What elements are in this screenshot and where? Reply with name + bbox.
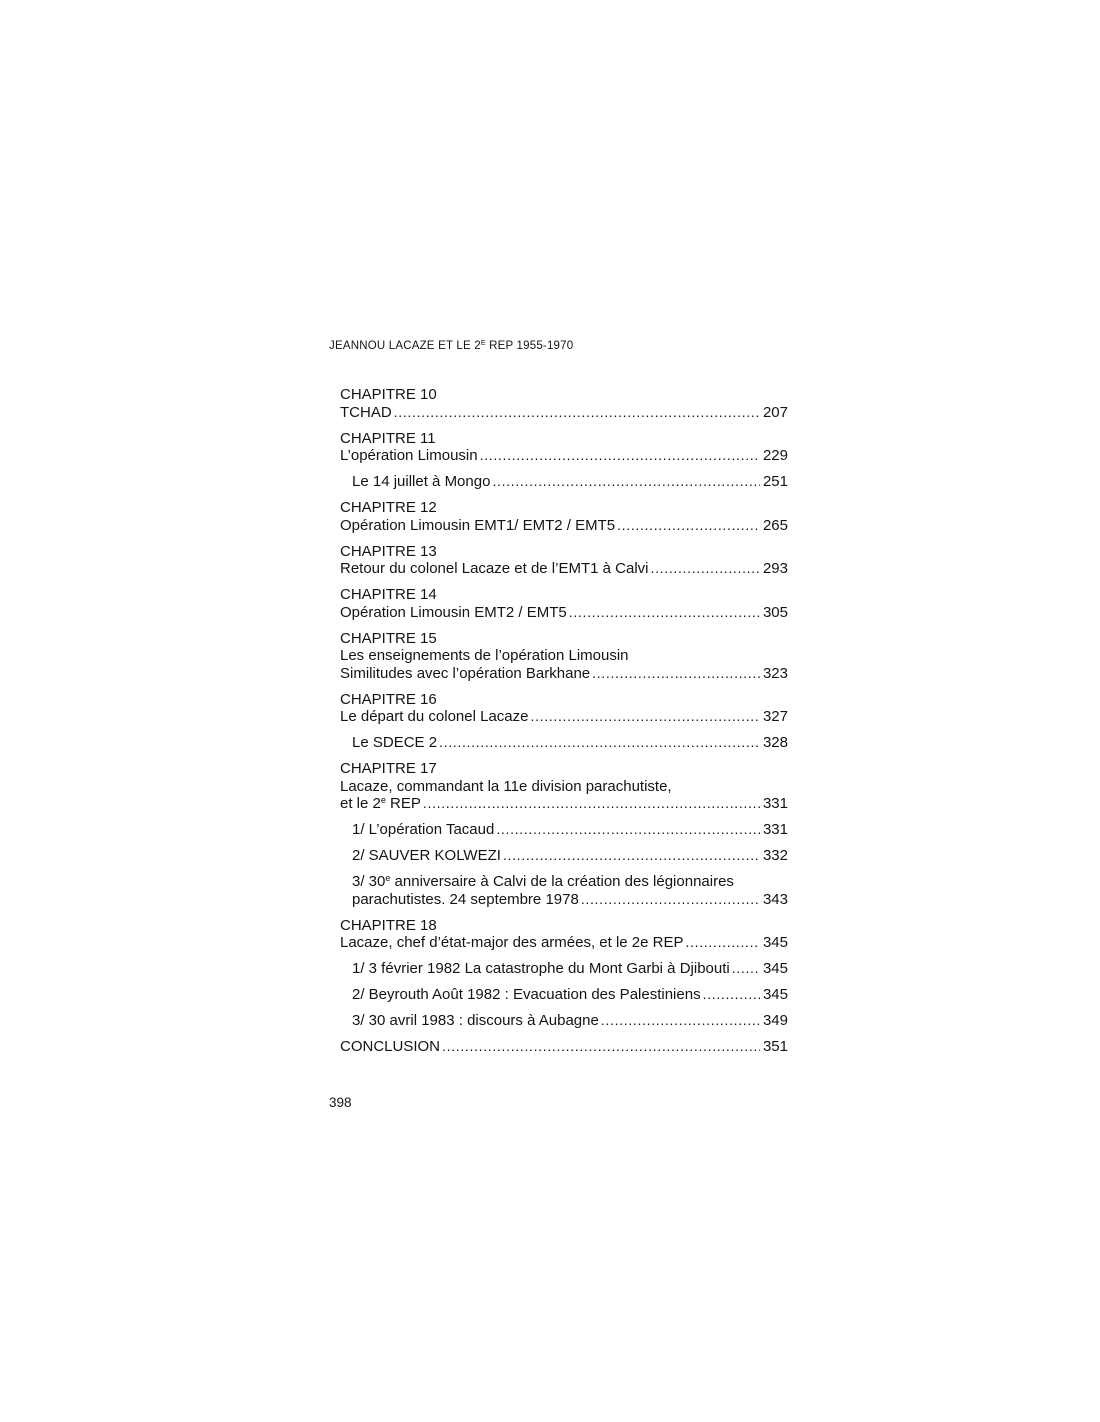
entry-page-number: 229	[762, 447, 788, 464]
toc-row[interactable]	[340, 447, 788, 465]
entry-page-number: 251	[762, 473, 788, 490]
toc-row[interactable]	[340, 1038, 788, 1056]
toc-row[interactable]	[352, 734, 788, 752]
running-head	[329, 340, 573, 352]
entry-title-text: Opération Limousin EMT1/ EMT2 / EMT5	[340, 516, 616, 534]
entry-title	[352, 960, 730, 978]
toc-row[interactable]	[340, 517, 788, 535]
toc-row[interactable]	[340, 560, 788, 578]
toc-entry[interactable]	[340, 499, 788, 534]
entry-title	[340, 795, 421, 813]
entry-title	[340, 604, 567, 622]
entry-page-number: 345	[762, 934, 788, 951]
entry-title	[352, 473, 490, 491]
entry-page-number: 327	[762, 708, 788, 725]
chapter-label: CHAPITRE 11	[340, 429, 436, 447]
entry-title-text: Lacaze, chef d’état-major des armées, et le 2e REP	[340, 934, 684, 951]
dot-leader	[569, 604, 760, 622]
toc-row[interactable]	[352, 821, 788, 839]
entry-title-text: Le SDECE 2	[352, 734, 438, 751]
dot-leader	[581, 891, 760, 909]
entry-page-number: 207	[762, 403, 788, 421]
entry-page-number: 265	[762, 516, 788, 534]
entry-page-number: 328	[762, 734, 788, 751]
toc-row[interactable]	[352, 891, 788, 909]
entry-title-text: Retour du colonel Lacaze et de l’EMT1 à Calvi	[340, 560, 649, 577]
chapter-label: CHAPITRE 18	[340, 916, 437, 934]
entry-title	[352, 847, 501, 865]
toc-row[interactable]	[340, 795, 788, 813]
entry-page-number: 323	[762, 664, 788, 682]
entry-title-text: et le 2	[340, 795, 381, 812]
toc-entry[interactable]	[340, 543, 788, 578]
entry-title	[352, 1012, 599, 1030]
entry-title	[340, 560, 649, 578]
toc-entry[interactable]	[340, 1012, 788, 1030]
toc-row[interactable]	[352, 847, 788, 865]
entry-title	[352, 891, 579, 909]
chapter-label: CHAPITRE 12	[340, 499, 437, 516]
toc-entry[interactable]	[340, 386, 788, 421]
entry-title-text: Le 14 juillet à Mongo	[352, 473, 491, 490]
toc-entry[interactable]	[340, 691, 788, 726]
chapter-label: CHAPITRE 14	[340, 586, 437, 603]
entry-page-number: 331	[762, 795, 788, 812]
toc-entry[interactable]	[340, 821, 788, 839]
toc-entry[interactable]	[340, 986, 788, 1004]
entry-title	[352, 986, 701, 1004]
entry-title-text: 2/ SAUVER KOLWEZI	[352, 847, 501, 864]
running-head-text-end: REP 1955-1970	[485, 340, 574, 352]
toc-entry[interactable]	[340, 760, 788, 813]
toc-row[interactable]	[352, 986, 788, 1004]
toc-row[interactable]	[340, 604, 788, 622]
dot-leader	[617, 517, 760, 535]
entry-page-number: 293	[762, 560, 788, 577]
entry-page-number: 305	[762, 603, 788, 621]
entry-title-text: 2/ Beyrouth Août 1982 : Evacuation des Palestiniens	[352, 986, 701, 1003]
toc-row[interactable]	[340, 934, 788, 952]
dot-leader	[480, 447, 760, 465]
chapter-label: CHAPITRE 13	[340, 542, 437, 560]
running-head-text: JEANNOU LACAZE ET LE 2	[329, 340, 481, 352]
toc-row[interactable]	[352, 960, 788, 978]
entry-title	[340, 934, 684, 952]
running-head-superscript: E	[480, 340, 486, 347]
superscript: e	[385, 873, 391, 883]
entry-title	[340, 447, 478, 465]
chapter-label: CHAPITRE 15	[340, 629, 437, 647]
entry-title	[340, 1038, 440, 1056]
entry-page-number: 345	[762, 960, 788, 977]
entry-title-line	[352, 873, 788, 891]
entry-title-text: 3/ 30 avril 1983 : discours à Aubagne	[352, 1012, 599, 1029]
entry-title-text: 1/ L’opération Tacaud	[352, 821, 495, 838]
toc-entry[interactable]	[340, 430, 788, 465]
dot-leader	[601, 1012, 760, 1030]
entry-page-number: 332	[762, 847, 788, 864]
dot-leader	[732, 960, 760, 978]
entry-title	[352, 734, 437, 752]
toc-row[interactable]	[352, 473, 788, 491]
chapter-title-line: Lacaze, commandant la 11e division parachutiste,	[340, 777, 672, 795]
entry-page-number: 345	[762, 986, 788, 1003]
chapter-label: CHAPITRE 10	[340, 386, 437, 403]
entry-page-number: 351	[762, 1038, 788, 1055]
entry-title-text: REP	[385, 795, 421, 812]
entry-title	[340, 708, 528, 726]
entry-title	[352, 821, 494, 839]
toc-row[interactable]	[340, 404, 788, 422]
entry-title	[340, 517, 615, 535]
entry-page-number: 349	[762, 1012, 788, 1029]
chapter-label: CHAPITRE 17	[340, 760, 437, 777]
page-number: 398	[329, 1095, 352, 1110]
superscript: e	[380, 795, 386, 805]
entry-title-text: 1/ 3 février 1982 La catastrophe du Mont Garbi à Djibouti	[352, 960, 730, 977]
chapter-title-line: Les enseignements de l’opération Limousin	[340, 647, 629, 664]
entry-title-text: Le départ du colonel Lacaze	[340, 708, 529, 725]
dot-leader	[703, 986, 760, 1004]
entry-title-text: L’opération Limousin	[340, 447, 478, 464]
dot-leader	[439, 734, 760, 752]
entry-title-text: TCHAD	[340, 403, 392, 421]
toc-entry[interactable]	[340, 873, 788, 908]
dot-leader	[503, 847, 760, 865]
dot-leader	[592, 665, 760, 683]
dot-leader	[530, 708, 759, 726]
chapter-label: CHAPITRE 16	[340, 690, 437, 708]
entry-title	[340, 404, 392, 422]
toc-row[interactable]	[352, 1012, 788, 1030]
toc-entry[interactable]	[340, 630, 788, 683]
toc-entry[interactable]	[340, 1038, 788, 1056]
entry-title-part: anniversaire à Calvi de la création des légionnaires	[390, 873, 734, 890]
entry-title-part: 3/ 30	[352, 873, 386, 890]
dot-leader	[496, 821, 760, 839]
entry-title-text: Similitudes avec l’opération Barkhane	[340, 664, 591, 682]
toc-row[interactable]	[340, 665, 788, 683]
toc-entry[interactable]	[340, 917, 788, 952]
toc-entry[interactable]	[340, 847, 788, 865]
dot-leader	[686, 934, 760, 952]
entry-title-text: Opération Limousin EMT2 / EMT5	[340, 603, 567, 621]
dot-leader	[394, 404, 760, 422]
dot-leader	[492, 473, 760, 491]
entry-page-number: 331	[762, 821, 788, 838]
entry-title	[340, 665, 590, 683]
dot-leader	[442, 1038, 760, 1056]
table-of-contents	[340, 386, 788, 1064]
toc-entry[interactable]	[340, 734, 788, 752]
toc-entry[interactable]	[340, 586, 788, 621]
toc-row[interactable]	[340, 708, 788, 726]
entry-title-text: CONCLUSION	[340, 1038, 441, 1055]
dot-leader	[423, 795, 760, 813]
entry-title-text: parachutistes. 24 septembre 1978	[352, 890, 579, 908]
entry-page-number: 343	[762, 890, 788, 908]
toc-entry[interactable]	[340, 960, 788, 978]
dot-leader	[651, 560, 760, 578]
toc-entry[interactable]	[340, 473, 788, 491]
